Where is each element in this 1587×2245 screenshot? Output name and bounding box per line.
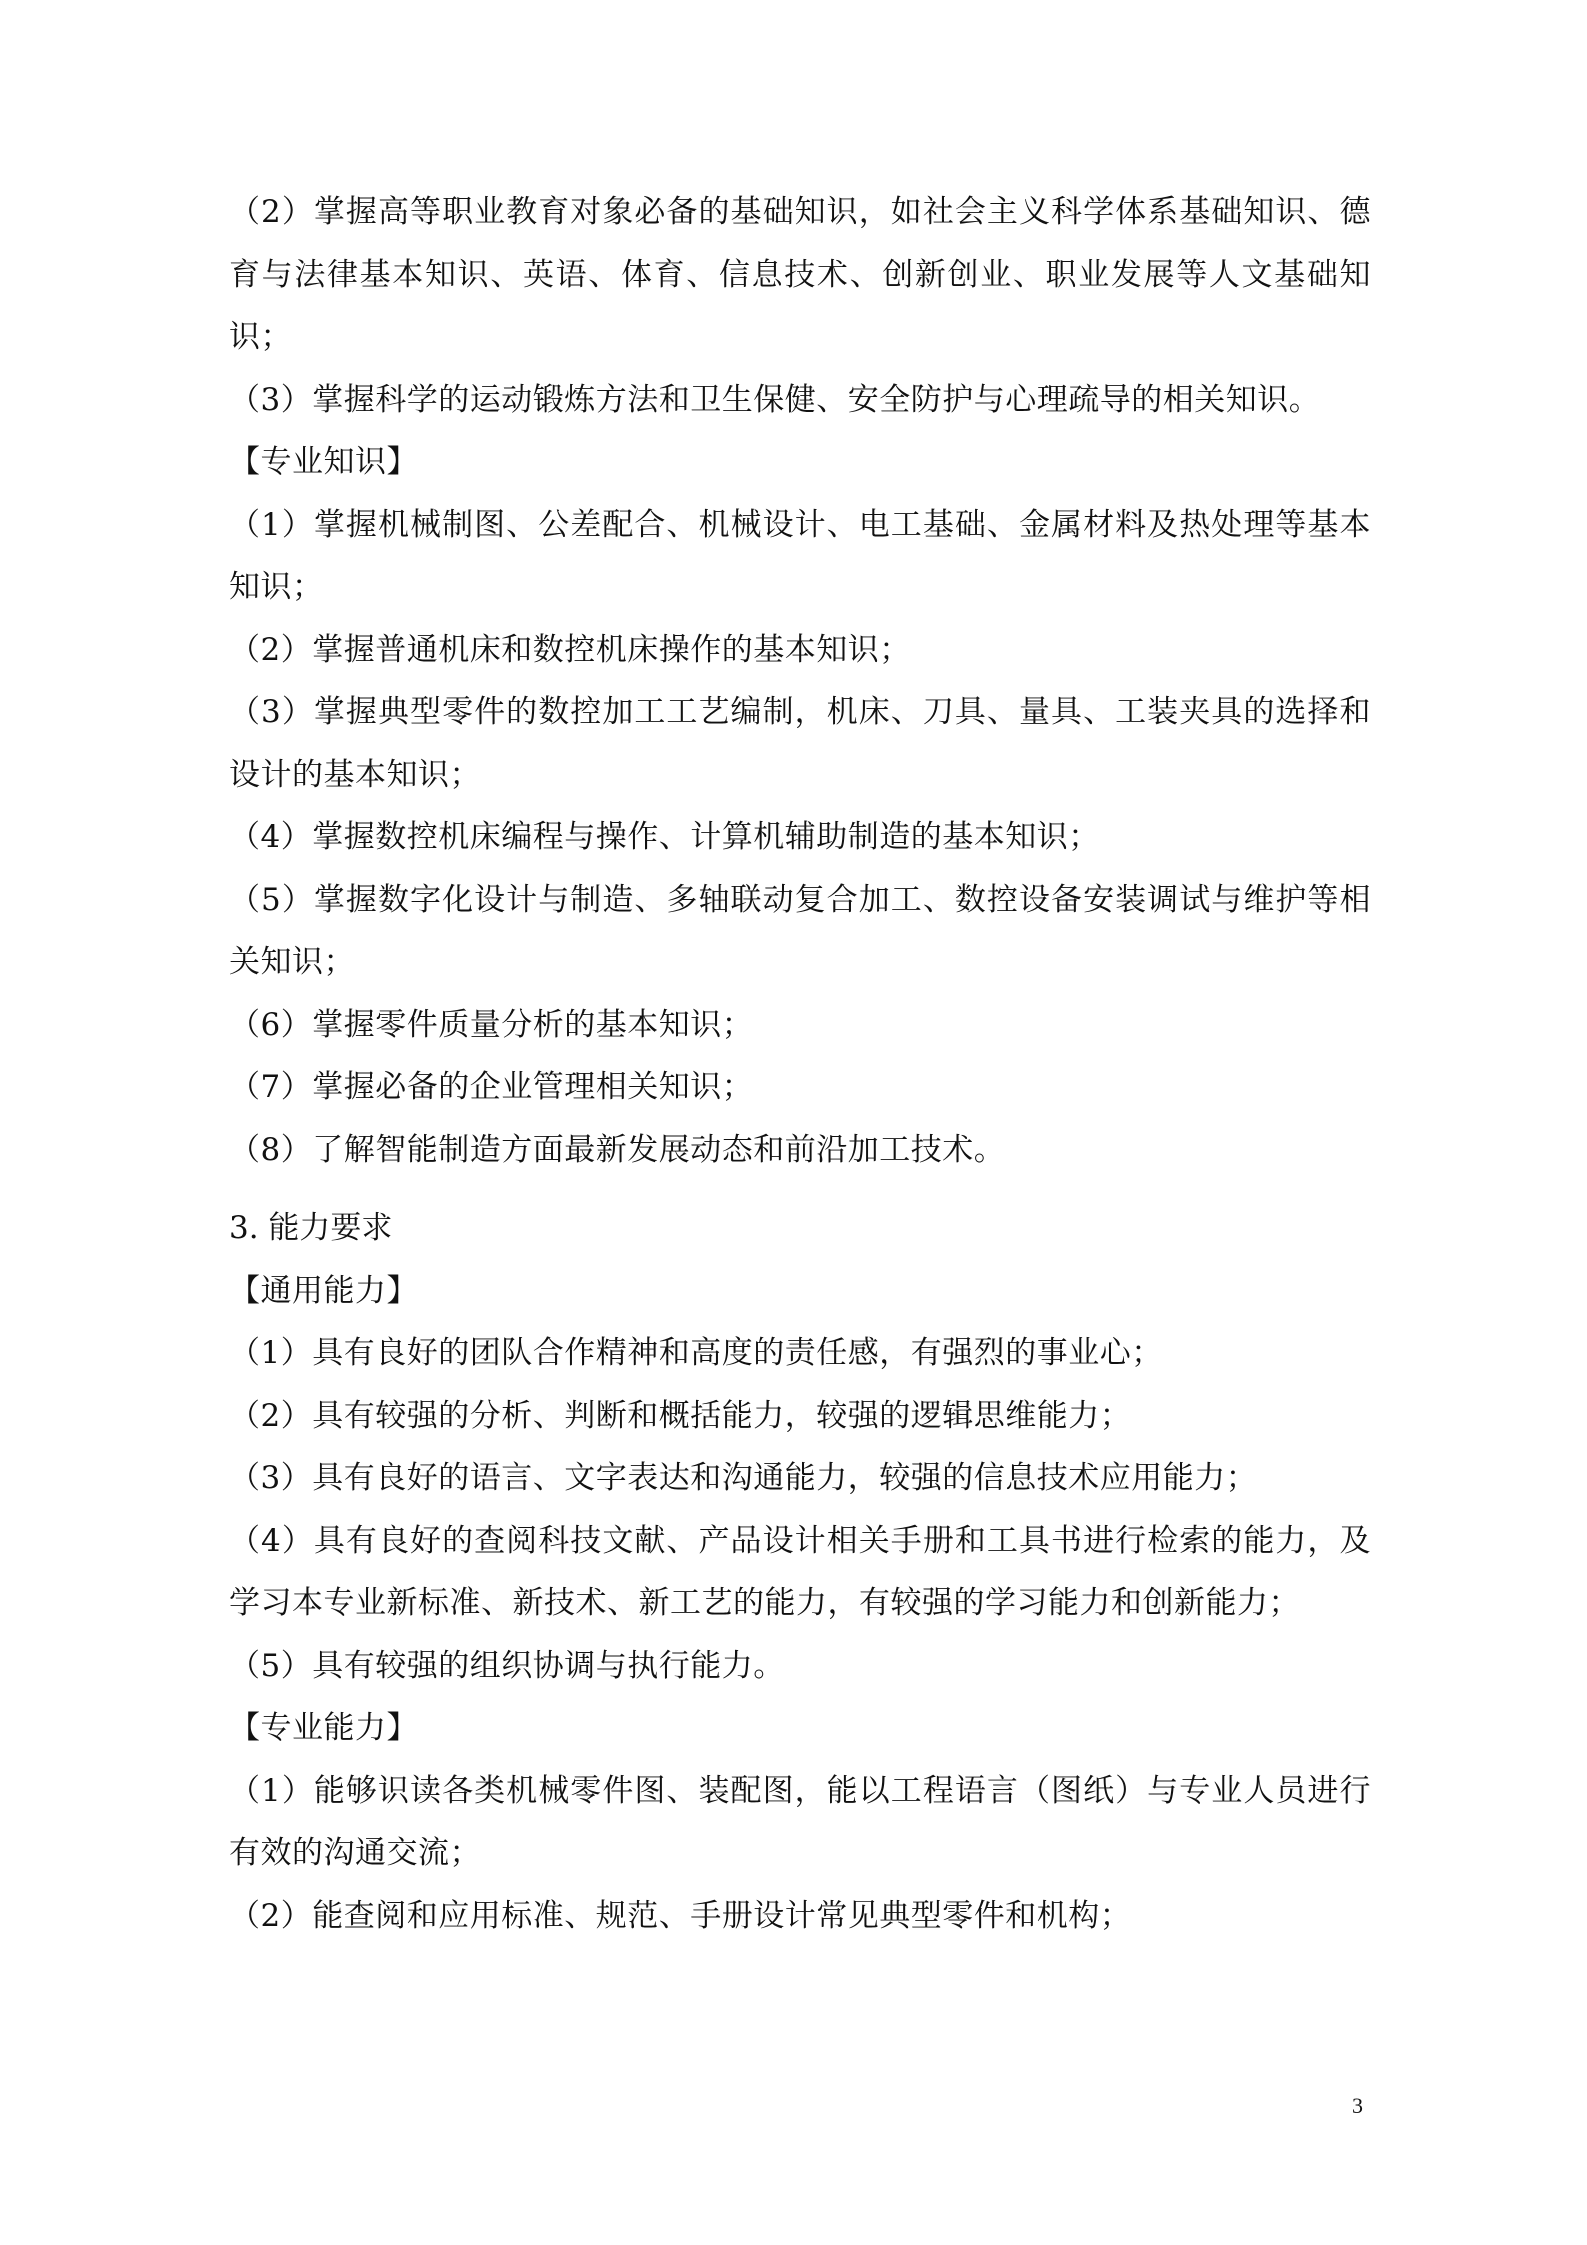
subsection-title: 【专业知识】 [229, 444, 418, 480]
text-line: 知识； [229, 569, 324, 605]
page-number: 3 [1352, 2093, 1363, 2118]
text-line: （3）掌握科学的运动锻炼方法和卫生保健、安全防护与心理疏导的相关知识。 [229, 381, 1321, 418]
text-line: （8）了解智能制造方面最新发展动态和前沿加工技术。 [229, 1131, 1006, 1168]
section-heading: 3. 能力要求 [229, 1210, 393, 1246]
text-line: 学习本专业新标准、新技术、新工艺的能力，有较强的学习能力和创新能力； [229, 1585, 1300, 1621]
text-line: 设计的基本知识； [229, 756, 481, 793]
subsection-title: 【专业能力】 [229, 1710, 418, 1746]
text-line: （7）掌握必备的企业管理相关知识； [229, 1069, 754, 1105]
text-line: （5）掌握数字化设计与制造、多轴联动复合加工、数控设备安装调试与维护等相 [229, 881, 1371, 918]
text-line: （1）能够识读各类机械零件图、装配图，能以工程语言（图纸）与专业人员进行 [229, 1772, 1371, 1809]
subsection-title: 【通用能力】 [229, 1272, 418, 1309]
text-line: （6）掌握零件质量分析的基本知识； [229, 1006, 754, 1043]
text-line: （2）掌握普通机床和数控机床操作的基本知识； [229, 631, 911, 668]
text-line: 育与法律基本知识、英语、体育、信息技术、创新创业、职业发展等人文基础知 [229, 256, 1371, 293]
document-body [229, 181, 1371, 1947]
text-line: （2）能查阅和应用标准、规范、手册设计常见典型零件和机构； [229, 1897, 1132, 1934]
text-line: （1）具有良好的团队合作精神和高度的责任感，有强烈的事业心； [229, 1335, 1163, 1371]
text-line: （1）掌握机械制图、公差配合、机械设计、电工基础、金属材料及热处理等基本 [229, 506, 1371, 543]
text-line: （5）具有较强的组织协调与执行能力。 [229, 1647, 785, 1684]
text-line: （3）具有良好的语言、文字表达和沟通能力，较强的信息技术应用能力； [229, 1460, 1258, 1496]
text-line: （4）掌握数控机床编程与操作、计算机辅助制造的基本知识； [229, 819, 1100, 855]
text-line: 关知识； [229, 944, 355, 980]
text-line: （2）具有较强的分析、判断和概括能力，较强的逻辑思维能力； [229, 1397, 1132, 1434]
text-line: 有效的沟通交流； [229, 1835, 481, 1871]
text-line: （2）掌握高等职业教育对象必备的基础知识，如社会主义科学体系基础知识、德 [229, 194, 1371, 230]
text-line: 识； [229, 319, 292, 355]
text-line: （3）掌握典型零件的数控加工工艺编制，机床、刀具、量具、工装夹具的选择和 [229, 694, 1371, 730]
text-line: （4）具有良好的查阅科技文献、产品设计相关手册和工具书进行检索的能力，及 [229, 1522, 1371, 1559]
